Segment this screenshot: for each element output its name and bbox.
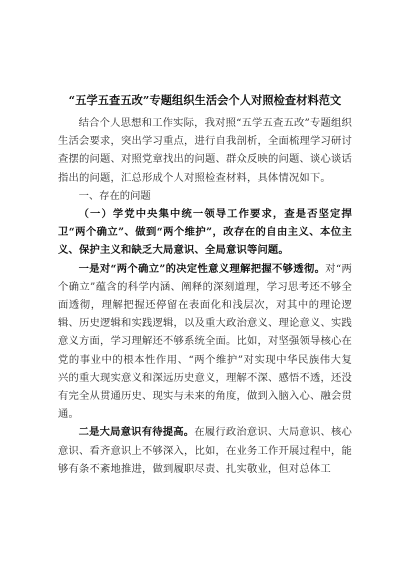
intro-paragraph: 结合个人思想和工作实际，我对照“五学五查五改”专题组织生活会要求，突出学习重点，进行自我剖析，全面梳理学习研讨查摆的问题、对照党章找出的问题、群众反映的问题、谈心谈话指出的问题，汇总形成个人对照检查材料，具体情况如下。 <box>58 117 352 184</box>
point-one-paragraph <box>58 260 352 424</box>
point-two-paragraph <box>58 423 352 478</box>
subsection-heading: （一）学党中央集中统一领导工作要求，查是否坚定捍卫“两个确立”、做到“两个维护”，改存在的自由主义、本位主义、保护主义和缺乏大局意识、全局意识等问题。 <box>58 208 352 257</box>
point-two-lead: 二是大局意识有待提高。 <box>78 426 195 439</box>
point-one-lead: 一是对“两个确立”的决定性意义理解把握不够透彻。 <box>78 262 326 275</box>
document-title: “五学五查五改”专题组织生活会个人对照检查材料范文 <box>68 93 342 107</box>
section-heading: 一、存在的问题 <box>78 189 151 202</box>
point-one-body: 对“两个确立”蕴含的科学内涵、阐释的深刻道理，学习思考还不够全面透彻，理解把握还停留在表面化和浅层次，对其中的理论逻辑、历史逻辑和实践逻辑，以及重大政治意义、理论意义、实践意义方面，学习理解还不够系统全面。比如，对坚强领导核心在党的事业中的根本性作用、“两个维护”对实现中华民族伟大复兴的重大现实意义和深远历史意义，理解不深、感悟不透，还没有完全从贯通历史、现实与未来的角度，做到入脑入心、融会贯通。 <box>58 262 352 421</box>
point-two-body: 在履行政治意识、大局意识、核心意识、看齐意识上不够深入，比如，在业务工作开展过程中，能够有条不紊地推进，做到履职尽责、扎实敬业，但对总体工 <box>58 426 353 475</box>
